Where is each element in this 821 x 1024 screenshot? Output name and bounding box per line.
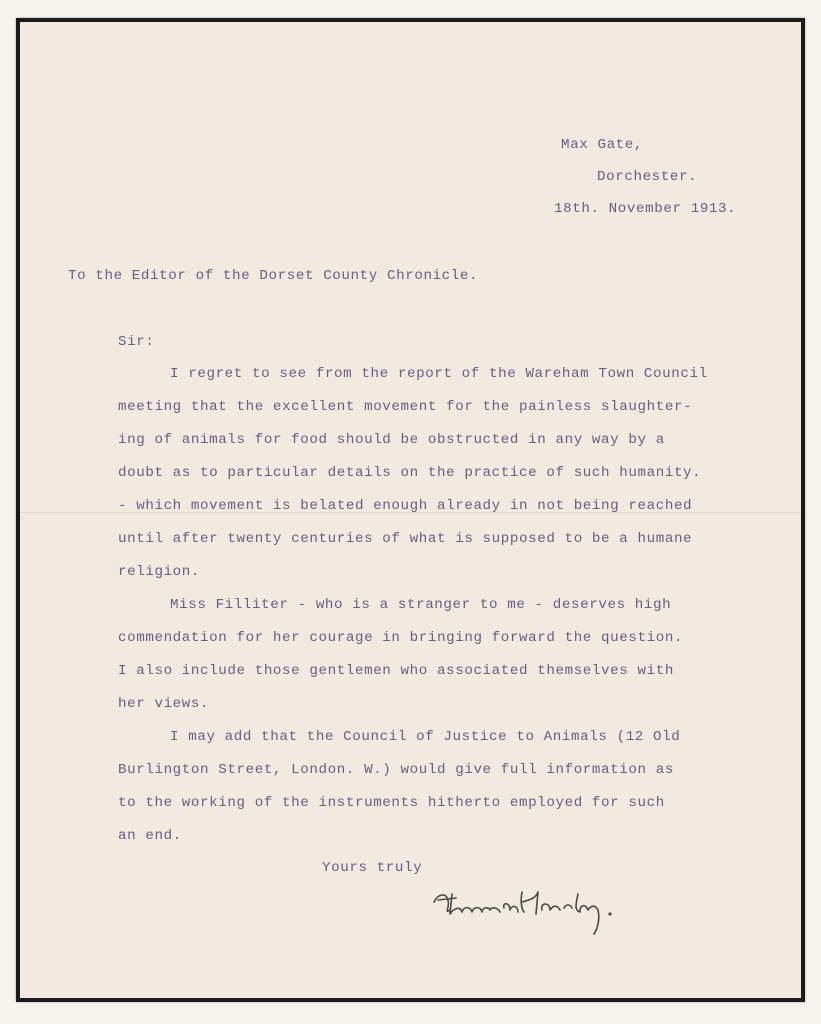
- paragraph-1-line-7: religion.: [118, 564, 201, 580]
- paragraph-2-line-4: her views.: [118, 696, 210, 712]
- paragraph-1-line-1: I regret to see from the report of the Wareham Town Council: [170, 366, 708, 382]
- paragraph-1-line-4: doubt as to particular details on the practice of such humanity.: [118, 465, 702, 481]
- paragraph-3-line-2: Burlington Street, London. W.) would give full information as: [118, 762, 674, 778]
- paragraph-1-line-3: ing of animals for food should be obstructed in any way by a: [118, 432, 665, 448]
- paragraph-3-line-3: to the working of the instruments hitherto employed for such: [118, 795, 665, 811]
- letter-page: [16, 18, 805, 1002]
- address-line-2: Dorchester.: [597, 169, 698, 185]
- paragraph-1-line-6: until after twenty centuries of what is supposed to be a humane: [118, 531, 693, 547]
- paragraph-3-line-4: an end.: [118, 828, 182, 844]
- salutation: Sir:: [118, 334, 155, 350]
- paragraph-3-line-1: I may add that the Council of Justice to Animals (12 Old: [170, 729, 681, 745]
- address-line-1: Max Gate,: [561, 137, 644, 153]
- paragraph-1-line-2: meeting that the excellent movement for the painless slaughter-: [118, 399, 693, 415]
- paragraph-1-line-5: - which movement is belated enough already in not being reached: [118, 498, 693, 514]
- closing: Yours truly: [322, 860, 423, 876]
- recipient-line: To the Editor of the Dorset County Chronicle.: [68, 268, 479, 284]
- paragraph-2-line-1: Miss Filliter - who is a stranger to me - deserves high: [170, 597, 672, 613]
- signature: [430, 880, 630, 940]
- paragraph-2-line-3: I also include those gentlemen who associated themselves with: [118, 663, 674, 679]
- paragraph-2-line-2: commendation for her courage in bringing forward the question.: [118, 630, 684, 646]
- letter-date: 18th. November 1913.: [554, 201, 737, 217]
